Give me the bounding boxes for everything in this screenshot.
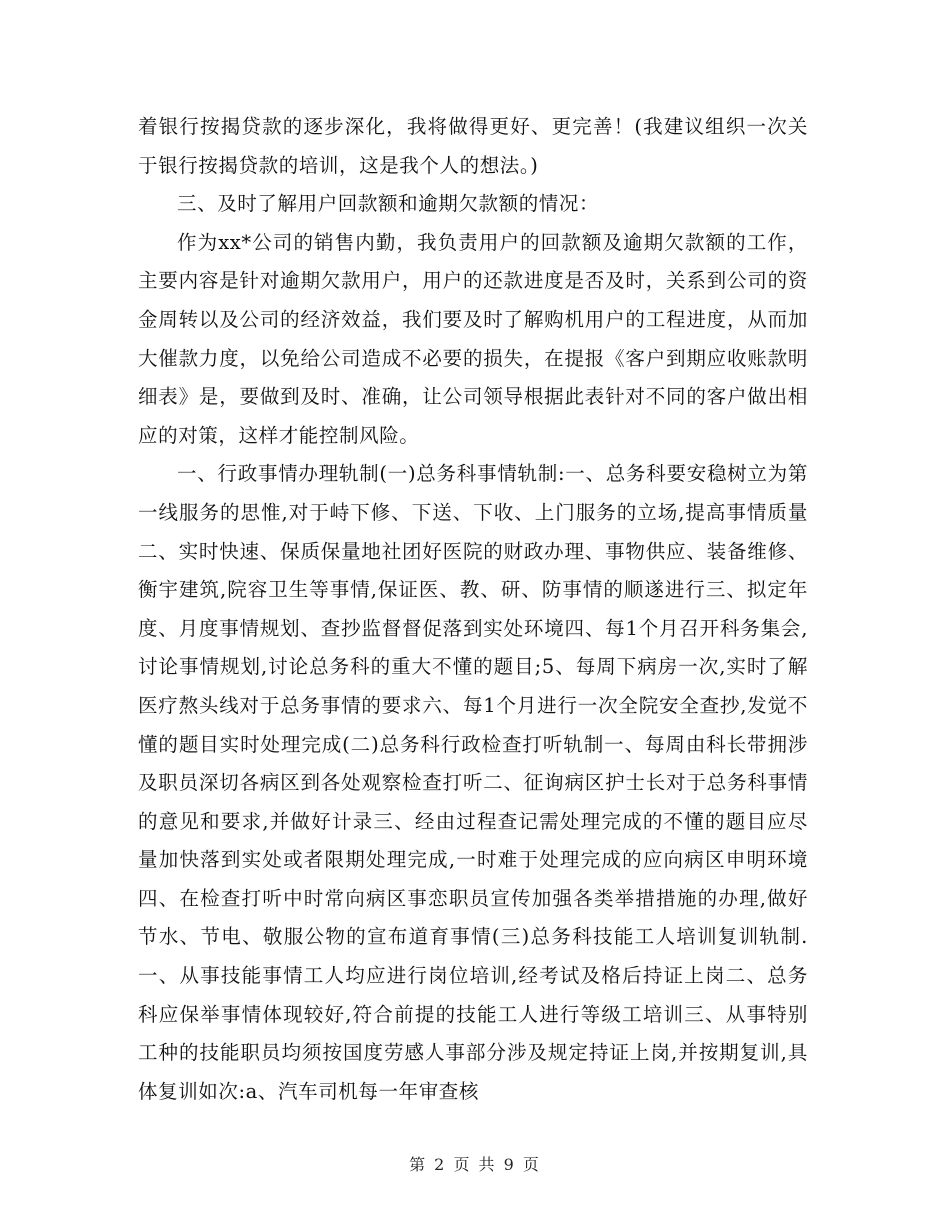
- footer-prefix: 第: [409, 1155, 428, 1174]
- paragraph-admin-rules: 一、行政事情办理轨制(一)总务科事情轨制:一、总务科要安稳树立为第一线服务的思惟,对于峙下修、下送、下收、上门服务的立场,提高事情质量二、实时快速、保质保量地社团好医院的财政办理、事物供应、装备维修、衡宇建筑,院容卫生等事情,保证医、教、研、防事情的顺遂进行三、拟定年度、月度事情规划、查抄监督督促落到实处环境四、每1个月召开科务集会,讨论事情规划,讨论总务科的重大不懂的题目;5、每周下病房一次,实时了解医疗熬头线对于总务事情的要求六、每1个月进行一次全院安全查抄,发觉不懂的题目实时处理完成(二)总务科行政检查打听轨制一、每周由科长带拥涉及职员深切各病区到各处观察检查打听二、征询病区护士长对于总务科事情的意见和要求,并做好计录三、经由过程查记需处理完成的不懂的题目应尽量加快落到实处或者限期处理完成,一时难于处理完成的应向病区申明环境四、在检查打听中时常向病区事恋职员宣传加强各类举措措施的办理,做好节水、节电、敬服公物的宣布道育事情(三)总务科技能工人培训复训轨制.一、从事技能事情工人均应进行岗位培训,经考试及格后持证上岗二、总务科应保举事情体现较好,符合前提的技能工人进行等级工培训三、从事特别工种的技能职员均须按国度劳感人事部分涉及规定持证上岗,并按期复训,具体复训如次:a、汽车司机每一年审查核: [138, 462, 808, 1103]
- document-body: [138, 108, 808, 1111]
- page-number-footer: [0, 1152, 950, 1175]
- paragraph-sales-duties: 作为xx*公司的销售内勤，我负责用户的回款额及逾期欠款额的工作，主要内容是针对逾期欠款用户，用户的还款进度是否及时，关系到公司的资金周转以及公司的经济效益，我们要及时了解购机用户的工程进度，从而加大催款力度，以免给公司造成不必要的损失，在提报《客户到期应收账款明细表》是，要做到及时、准确，让公司领导根据此表针对不同的客户做出相应的对策，这样才能控制风险。: [138, 230, 808, 447]
- footer-current-page: 2: [434, 1155, 447, 1174]
- paragraph-continuation: 着银行按揭贷款的逐步深化，我将做得更好、更完善！(我建议组织一次关于银行按揭贷款的培训，这是我个人的想法。): [138, 115, 808, 177]
- footer-middle: 页 共: [453, 1155, 497, 1174]
- paragraph-section-three-heading: 三、及时了解用户回款额和逾期欠款额的情况：: [177, 192, 600, 216]
- footer-suffix: 页: [522, 1155, 541, 1174]
- footer-total-pages: 9: [503, 1155, 516, 1174]
